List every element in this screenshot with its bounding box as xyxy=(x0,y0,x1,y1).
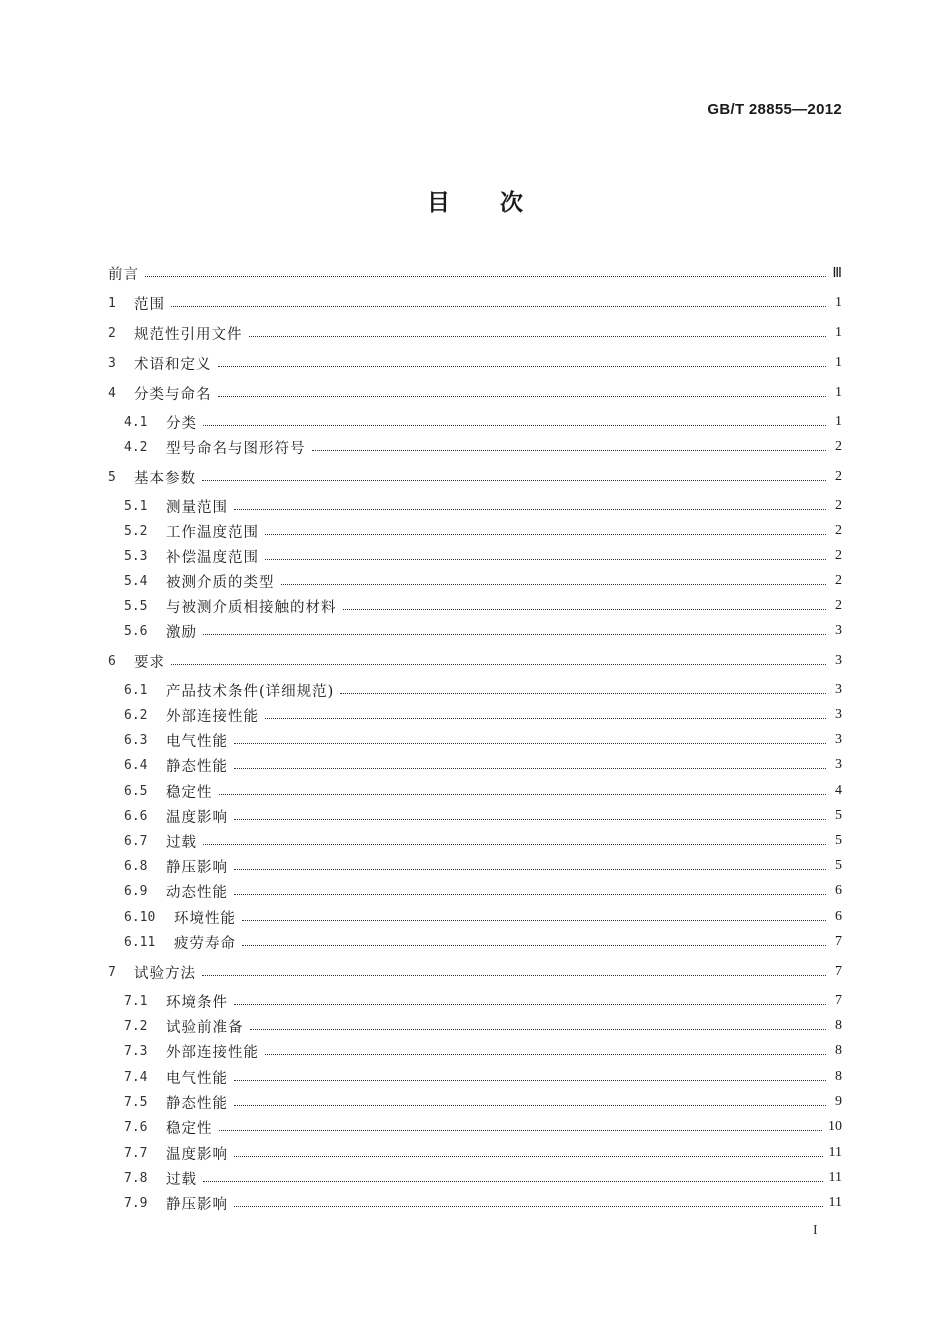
toc-dot-leader xyxy=(202,974,826,976)
toc-entry-number: 3 xyxy=(108,355,116,371)
toc-entry-page: 2 xyxy=(835,498,842,513)
toc-entry[interactable] xyxy=(124,595,842,617)
toc-dot-leader xyxy=(219,1129,823,1131)
toc-dot-leader xyxy=(219,793,827,795)
toc-entry-number: 5.4 xyxy=(124,573,148,589)
toc-entry-page: 9 xyxy=(835,1094,842,1109)
toc-entry-number: 4.2 xyxy=(124,439,148,455)
toc-entry-number: 1 xyxy=(108,295,116,311)
toc-entry-number: 7.8 xyxy=(124,1170,148,1186)
toc-entry-label: 过载 xyxy=(166,1171,197,1188)
toc-entry[interactable] xyxy=(124,411,842,433)
toc-entry[interactable] xyxy=(124,855,842,877)
toc-entry-page: 6 xyxy=(835,883,842,898)
toc-entry-page: 2 xyxy=(835,573,842,588)
toc-dot-leader xyxy=(234,868,826,870)
toc-entry-number: 7.1 xyxy=(124,993,148,1009)
toc-entry[interactable] xyxy=(124,1142,842,1164)
toc-title-char-1: 目 xyxy=(427,189,450,216)
toc-entry[interactable] xyxy=(108,961,842,983)
toc-entry-page: 1 xyxy=(835,325,842,340)
toc-entry[interactable] xyxy=(124,780,842,802)
toc-entry-label: 补偿温度范围 xyxy=(166,549,259,566)
toc-entry-page: 11 xyxy=(828,1145,842,1160)
toc-entry[interactable] xyxy=(124,1192,842,1214)
toc-entry-label: 试验方法 xyxy=(134,965,196,982)
toc-dot-leader xyxy=(265,533,826,535)
toc-entry-page: 2 xyxy=(835,598,842,613)
toc-entry-number: 6.7 xyxy=(124,833,148,849)
toc-entry-label: 过载 xyxy=(166,834,197,851)
toc-dot-leader xyxy=(234,1003,826,1005)
toc-entry-page: 2 xyxy=(835,523,842,538)
toc-entry-number: 5.1 xyxy=(124,498,148,514)
toc-entry-label: 静压影响 xyxy=(166,1196,228,1213)
toc-entry-number: 7.9 xyxy=(124,1195,148,1211)
toc-entry[interactable] xyxy=(124,495,842,517)
toc-entry[interactable] xyxy=(124,436,842,458)
toc-dot-leader xyxy=(171,305,826,307)
toc-entry[interactable] xyxy=(124,1116,842,1138)
toc-entry[interactable] xyxy=(124,805,842,827)
toc-entry-label: 产品技术条件(详细规范) xyxy=(166,683,335,700)
toc-entry-number: 6.11 xyxy=(124,934,156,950)
toc-entry-label: 电气性能 xyxy=(166,1070,228,1087)
toc-entry-number: 6.6 xyxy=(124,808,148,824)
toc-entry-page: 1 xyxy=(835,385,842,400)
page-footer-number: I xyxy=(813,1223,818,1238)
toc-entry-label: 静态性能 xyxy=(166,758,228,775)
toc-entry[interactable] xyxy=(108,322,842,344)
toc-entry-number: 7.4 xyxy=(124,1069,148,1085)
toc-entry[interactable] xyxy=(124,830,842,852)
toc-entry-label: 电气性能 xyxy=(166,733,228,750)
toc-entry-page: 5 xyxy=(835,858,842,873)
toc-entry-page: 3 xyxy=(835,653,842,668)
toc-entry-number: 5 xyxy=(108,469,116,485)
toc-title-char-2: 次 xyxy=(500,189,523,216)
toc-entry-number: 6 xyxy=(108,653,116,669)
toc-entry-label: 静压影响 xyxy=(166,859,228,876)
toc-entry-page: 3 xyxy=(835,707,842,722)
toc-entry[interactable] xyxy=(124,545,842,567)
toc-dot-leader xyxy=(234,742,826,744)
toc-dot-leader xyxy=(234,767,826,769)
toc-entry-number: 7.3 xyxy=(124,1043,148,1059)
toc-entry-page: 3 xyxy=(835,732,842,747)
toc-entry-page: 5 xyxy=(835,833,842,848)
toc-entry-number: 5.6 xyxy=(124,623,148,639)
toc-entry-label: 稳定性 xyxy=(166,1120,213,1137)
toc-entry[interactable] xyxy=(124,729,842,751)
toc-dot-leader xyxy=(249,335,827,337)
toc-entry-label: 外部连接性能 xyxy=(166,1044,259,1061)
toc-entry-page: 6 xyxy=(835,909,842,924)
toc-entry-page: 4 xyxy=(835,783,842,798)
toc-entry[interactable] xyxy=(108,650,842,672)
toc-dot-leader xyxy=(242,944,826,946)
toc-entry-page: 8 xyxy=(835,1018,842,1033)
toc-entry[interactable] xyxy=(124,570,842,592)
toc-entry-page: 1 xyxy=(835,414,842,429)
toc-entry-page: 3 xyxy=(835,682,842,697)
toc-dot-leader xyxy=(234,1104,826,1106)
toc-dot-leader xyxy=(250,1028,827,1030)
toc-dot-leader xyxy=(265,558,826,560)
toc-dot-leader xyxy=(203,843,826,845)
toc-entry[interactable] xyxy=(124,520,842,542)
toc-entry-label: 工作温度范围 xyxy=(166,524,259,541)
toc-entry-label: 环境条件 xyxy=(166,994,228,1011)
toc-entry-page: 2 xyxy=(835,548,842,563)
toc-dot-leader xyxy=(171,663,826,665)
toc-entry-number: 5.5 xyxy=(124,598,148,614)
toc-dot-leader xyxy=(203,424,826,426)
toc-entry-label: 被测介质的类型 xyxy=(166,574,275,591)
toc-entry[interactable] xyxy=(108,262,842,284)
toc-entry-label: 测量范围 xyxy=(166,499,228,516)
toc-dot-leader xyxy=(202,479,826,481)
toc-entry-page: 3 xyxy=(835,623,842,638)
toc-entry[interactable] xyxy=(124,931,842,953)
toc-entry-label: 试验前准备 xyxy=(166,1019,244,1036)
toc-entry-label: 疲劳寿命 xyxy=(174,935,236,952)
toc-entry-label: 要求 xyxy=(134,654,165,671)
toc-dot-leader xyxy=(203,633,826,635)
toc-entry[interactable] xyxy=(124,679,842,701)
toc-entry-label: 分类 xyxy=(166,415,197,432)
toc-entry-label: 稳定性 xyxy=(166,784,213,801)
toc-title xyxy=(0,184,950,217)
toc-entry-label: 术语和定义 xyxy=(134,356,212,373)
toc-entry-number: 5.2 xyxy=(124,523,148,539)
toc-dot-leader xyxy=(234,1155,823,1157)
toc-entry-page: 2 xyxy=(835,439,842,454)
toc-entry-page: 1 xyxy=(835,295,842,310)
toc-dot-leader xyxy=(265,717,826,719)
toc-entry[interactable] xyxy=(124,704,842,726)
toc-dot-leader xyxy=(265,1053,826,1055)
toc-entry-number: 6.9 xyxy=(124,883,148,899)
toc-dot-leader xyxy=(234,1079,826,1081)
toc-entry-page: 8 xyxy=(835,1069,842,1084)
toc-entry-label: 与被测介质相接触的材料 xyxy=(166,599,337,616)
toc-entry-number: 4 xyxy=(108,385,116,401)
toc-entry-page: Ⅲ xyxy=(832,265,842,281)
toc-entry-label: 规范性引用文件 xyxy=(134,326,243,343)
toc-entry-label: 动态性能 xyxy=(166,884,228,901)
toc-entry-number: 6.4 xyxy=(124,757,148,773)
toc-entry-number: 7.6 xyxy=(124,1119,148,1135)
toc-entry-label: 静态性能 xyxy=(166,1095,228,1112)
toc-dot-leader xyxy=(145,275,826,277)
toc-entry-label: 范围 xyxy=(134,296,165,313)
toc-entry-page: 11 xyxy=(828,1170,842,1185)
toc-entry-page: 3 xyxy=(835,757,842,772)
toc-entry-label: 基本参数 xyxy=(134,470,196,487)
toc-entry-number: 7.5 xyxy=(124,1094,148,1110)
toc-entry-page: 7 xyxy=(835,934,842,949)
toc-dot-leader xyxy=(242,919,826,921)
toc-entry[interactable] xyxy=(108,382,842,404)
toc-entry-page: 2 xyxy=(835,469,842,484)
toc-entry-label: 型号命名与图形符号 xyxy=(166,440,306,457)
toc-entry[interactable] xyxy=(124,1066,842,1088)
toc-entry[interactable] xyxy=(124,754,842,776)
toc-entry-number: 2 xyxy=(108,325,116,341)
toc-dot-leader xyxy=(218,395,827,397)
toc-entry[interactable] xyxy=(124,1091,842,1113)
toc-entry[interactable] xyxy=(124,1040,842,1062)
toc-entry-number: 6.1 xyxy=(124,682,148,698)
toc-entry-number: 5.3 xyxy=(124,548,148,564)
toc-entry[interactable] xyxy=(108,466,842,488)
toc-entry-page: 7 xyxy=(835,993,842,1008)
standard-code: GB/T 28855—2012 xyxy=(707,101,842,118)
toc-dot-leader xyxy=(343,608,827,610)
toc-dot-leader xyxy=(312,449,827,451)
toc-entry-label: 外部连接性能 xyxy=(166,708,259,725)
toc-entry-number: 6.5 xyxy=(124,783,148,799)
toc-entry-number: 6.10 xyxy=(124,909,156,925)
toc-entry-number: 4.1 xyxy=(124,414,148,430)
toc-entry-number: 7.7 xyxy=(124,1145,148,1161)
toc-dot-leader xyxy=(218,365,827,367)
toc-entry[interactable] xyxy=(108,292,842,314)
toc-entry[interactable] xyxy=(124,990,842,1012)
toc-entry-page: 5 xyxy=(835,808,842,823)
toc-entry-number: 6.8 xyxy=(124,858,148,874)
toc-dot-leader xyxy=(234,893,826,895)
toc-entry-label: 分类与命名 xyxy=(134,386,212,403)
toc-entry-number: 6.3 xyxy=(124,732,148,748)
toc-dot-leader xyxy=(234,1205,823,1207)
toc-entry-label: 温度影响 xyxy=(166,809,228,826)
toc-entry[interactable] xyxy=(124,620,842,642)
toc-entry-page: 1 xyxy=(835,355,842,370)
toc-entry-number: 7 xyxy=(108,964,116,980)
toc-dot-leader xyxy=(203,1180,823,1182)
toc-entry-label: 环境性能 xyxy=(174,910,236,927)
toc-entry-page: 11 xyxy=(828,1195,842,1210)
toc-entry-page: 7 xyxy=(835,964,842,979)
toc-entry[interactable] xyxy=(124,1015,842,1037)
toc-entry-label: 前言 xyxy=(108,266,139,283)
toc-entry[interactable] xyxy=(124,880,842,902)
toc-entry[interactable] xyxy=(124,906,842,928)
toc-entry-number: 7.2 xyxy=(124,1018,148,1034)
toc-entry[interactable] xyxy=(124,1167,842,1189)
toc-dot-leader xyxy=(340,692,826,694)
toc-entry-label: 激励 xyxy=(166,624,197,641)
toc-dot-leader xyxy=(234,818,826,820)
toc-entry-number: 6.2 xyxy=(124,707,148,723)
toc-entry-label: 温度影响 xyxy=(166,1146,228,1163)
toc-entry-page: 10 xyxy=(828,1119,842,1134)
toc-dot-leader xyxy=(234,508,826,510)
toc-entry-page: 8 xyxy=(835,1043,842,1058)
toc-dot-leader xyxy=(281,583,827,585)
toc-entry[interactable] xyxy=(108,352,842,374)
